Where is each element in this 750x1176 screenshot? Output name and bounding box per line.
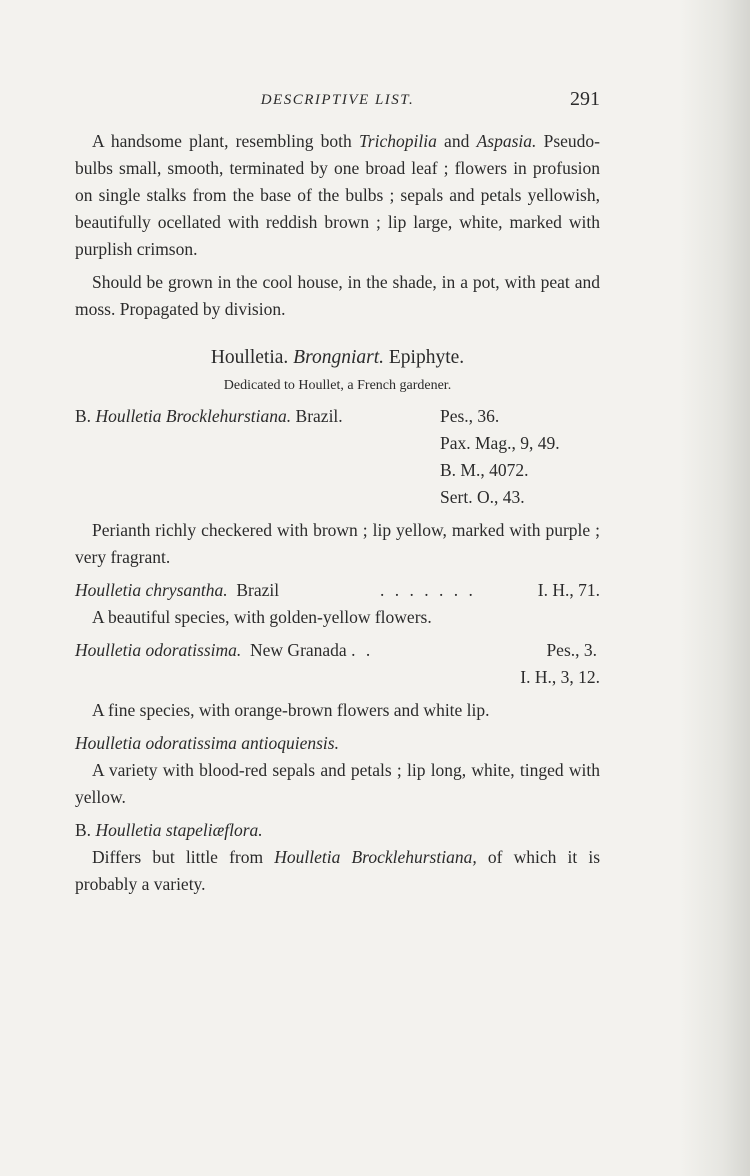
paragraph-aspasia-description (75, 128, 600, 263)
variety-name: Houlletia odoratissima antioquiensis. (75, 733, 339, 753)
reference: Sert. O., 43. (440, 487, 525, 507)
genus-name-aspasia: Aspasia. (476, 131, 537, 151)
reference: I. H., 71. (537, 580, 600, 600)
page-edge-shadow (680, 0, 750, 1176)
paragraph-cultivation: Should be grown in the cool house, in the shade, in a pot, with peat and moss. Propagated by division. (75, 272, 600, 319)
species-locality: Brazil (236, 580, 280, 600)
page-header (75, 88, 600, 118)
variety-description: A variety with blood-red sepals and petals ; lip long, white, tinged with yellow. (75, 760, 600, 807)
genus-name: Houlletia. (210, 347, 289, 368)
running-head: DESCRIPTIVE LIST. (260, 92, 415, 108)
reference-list (75, 430, 600, 511)
entry-heading-brocklehurstiana (75, 403, 600, 430)
reference: I. H., 3, 12. (520, 667, 600, 687)
text-run: and (436, 131, 477, 151)
genus-habit: Epiphyte. (388, 347, 465, 368)
genus-name-trichopilia: Trichopilia (359, 131, 437, 151)
entry-prefix: B. (75, 820, 92, 840)
species-locality: New Granada (250, 640, 347, 660)
species-description: A fine species, with orange-brown flowers and white lip. (92, 700, 490, 720)
reference: Pes., 36. (440, 406, 500, 426)
reference-line (75, 664, 600, 691)
species-name: Houlletia Brocklehurstiana. (95, 406, 292, 426)
genus-author: Brongniart. (293, 347, 384, 368)
species-name: Houlletia chrysantha. (75, 580, 228, 600)
entry-heading-stapeliaeflora (75, 817, 600, 844)
species-locality: Brazil. (295, 406, 343, 426)
dot-leader: . . . . . . . (380, 580, 476, 600)
entry-prefix: B. (75, 406, 92, 426)
species-name: Houlletia stapeliæflora. (95, 820, 263, 840)
text-run: of which it is probably a variety. (75, 847, 601, 894)
species-name-reference: Houlletia Brocklehurstiana, (274, 847, 477, 867)
reference: Pax. Mag., 9, 49. (440, 433, 560, 453)
genus-heading (75, 343, 600, 373)
page-body (75, 128, 600, 898)
entry-heading-odoratissima (75, 637, 600, 664)
entry-heading-antioquiensis (75, 730, 600, 757)
species-description (75, 844, 600, 898)
species-description: Perianth richly checkered with brown ; lip yellow, marked with purple ; very fragrant. (75, 520, 600, 567)
reference: Pes., 3. (546, 640, 597, 660)
genus-dedication: Dedicated to Houllet, a French gardener. (223, 378, 452, 393)
text-run: A handsome plant, resembling both (92, 131, 360, 151)
page-number: 291 (570, 88, 600, 110)
species-description: A beautiful species, with golden-yellow flowers. (92, 607, 432, 627)
entry-heading-chrysantha (75, 577, 600, 604)
reference: B. M., 4072. (440, 460, 529, 480)
dot-leader: . . (351, 640, 374, 660)
text-run: Differs but little from (92, 847, 275, 867)
species-name: Houlletia odoratissima. (75, 640, 242, 660)
text-run: Pseudo-bulbs small, smooth, terminated by one broad leaf ; flowers in profusion on single stalks from the base of the bulbs ; sepals and petals yellowish, beautifully ocellated with reddish brown ; lip large, white, marked with purplish crimson. (75, 131, 600, 259)
